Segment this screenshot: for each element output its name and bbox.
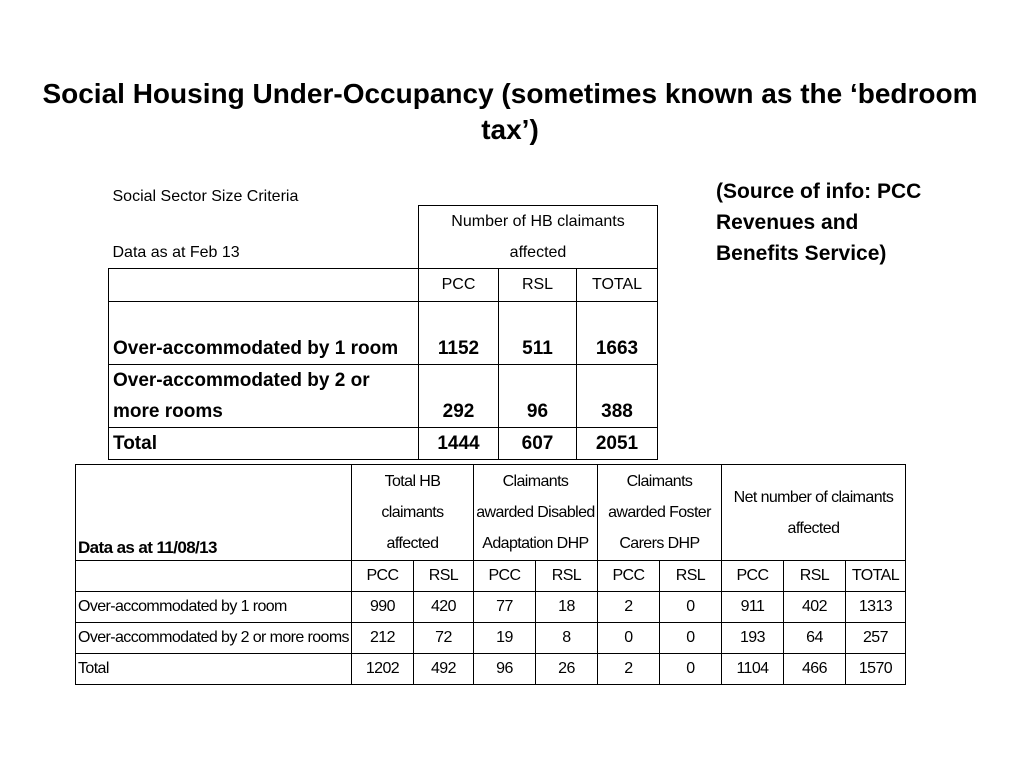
cell-value: 990	[351, 592, 413, 623]
page-title: Social Housing Under-Occupancy (sometimes known as the ‘bedroom tax’)	[42, 78, 978, 145]
row-label: Over-accommodated by 2 or more rooms	[109, 365, 419, 428]
table-row	[109, 302, 658, 365]
source-note: (Source of info: PCC Revenues and Benefits Service)	[716, 180, 922, 265]
table1-col-total: TOTAL	[577, 269, 658, 302]
cell-value: 402	[783, 592, 845, 623]
cell-value: 911	[721, 592, 783, 623]
cell-value: 1202	[351, 654, 413, 685]
cell-value: 2	[597, 592, 659, 623]
cell-value: 1663	[577, 302, 658, 365]
table-row	[109, 428, 658, 460]
cell-value: 1152	[419, 302, 499, 365]
row-label: Total	[109, 428, 419, 460]
cell-value: 18	[535, 592, 597, 623]
table2-group-net: Net number of claimants affected	[721, 465, 905, 561]
cell-value: 72	[413, 623, 473, 654]
table1-col-rsl: RSL	[499, 269, 577, 302]
row-label: Over-accommodated by 1 room	[109, 302, 419, 365]
table1-col-pcc: PCC	[419, 269, 499, 302]
table-row	[109, 365, 658, 428]
table2-subcol: PCC	[351, 561, 413, 592]
cell-value: 420	[413, 592, 473, 623]
cell-value: 257	[845, 623, 905, 654]
cell-value: 0	[659, 654, 721, 685]
table1-empty-header	[109, 269, 419, 302]
cell-value: 607	[499, 428, 577, 460]
table2-subcol: RSL	[783, 561, 845, 592]
size-criteria-table	[108, 176, 658, 460]
table-row	[76, 654, 906, 685]
cell-value: 2	[597, 654, 659, 685]
cell-value: 212	[351, 623, 413, 654]
cell-value: 1313	[845, 592, 905, 623]
cell-value: 466	[783, 654, 845, 685]
cell-value: 19	[473, 623, 535, 654]
cell-value: 1444	[419, 428, 499, 460]
cell-value: 193	[721, 623, 783, 654]
table1-date: Data as at Feb 13	[112, 244, 240, 261]
table2-subcol: RSL	[535, 561, 597, 592]
table-row	[76, 623, 906, 654]
table2-empty-header	[76, 561, 352, 592]
cell-value: 0	[597, 623, 659, 654]
row-label: Total	[76, 654, 352, 685]
cell-value: 0	[659, 592, 721, 623]
table2-subcol: PCC	[597, 561, 659, 592]
cell-value: 64	[783, 623, 845, 654]
table2-group-total-hb: Total HB claimants affected	[351, 465, 473, 561]
cell-value: 492	[413, 654, 473, 685]
table2-subcol: TOTAL	[845, 561, 905, 592]
cell-value: 77	[473, 592, 535, 623]
cell-value: 1104	[721, 654, 783, 685]
table1-group-header: Number of HB claimants affected	[419, 206, 658, 269]
table1-caption: Social Sector Size Criteria	[112, 187, 299, 205]
cell-value: 8	[535, 623, 597, 654]
table2-subcol: RSL	[659, 561, 721, 592]
cell-value: 1570	[845, 654, 905, 685]
cell-value: 96	[499, 365, 577, 428]
cell-value: 26	[535, 654, 597, 685]
table-row	[76, 592, 906, 623]
cell-value: 388	[577, 365, 658, 428]
table2-group-disabled-dhp: Claimants awarded Disabled Adaptation DHP	[473, 465, 597, 561]
cell-value: 96	[473, 654, 535, 685]
table2-subcol: RSL	[413, 561, 473, 592]
table2-group-foster-dhp: Claimants awarded Foster Carers DHP	[597, 465, 721, 561]
cell-value: 2051	[577, 428, 658, 460]
cell-value: 0	[659, 623, 721, 654]
cell-value: 511	[499, 302, 577, 365]
table2-subcol: PCC	[473, 561, 535, 592]
row-label: Over-accommodated by 1 room	[76, 592, 352, 623]
cell-value: 292	[419, 365, 499, 428]
table2-date: Data as at 11/08/13	[76, 465, 352, 561]
dhp-breakdown-table	[75, 464, 906, 685]
table2-subcol: PCC	[721, 561, 783, 592]
row-label: Over-accommodated by 2 or more rooms	[76, 623, 352, 654]
